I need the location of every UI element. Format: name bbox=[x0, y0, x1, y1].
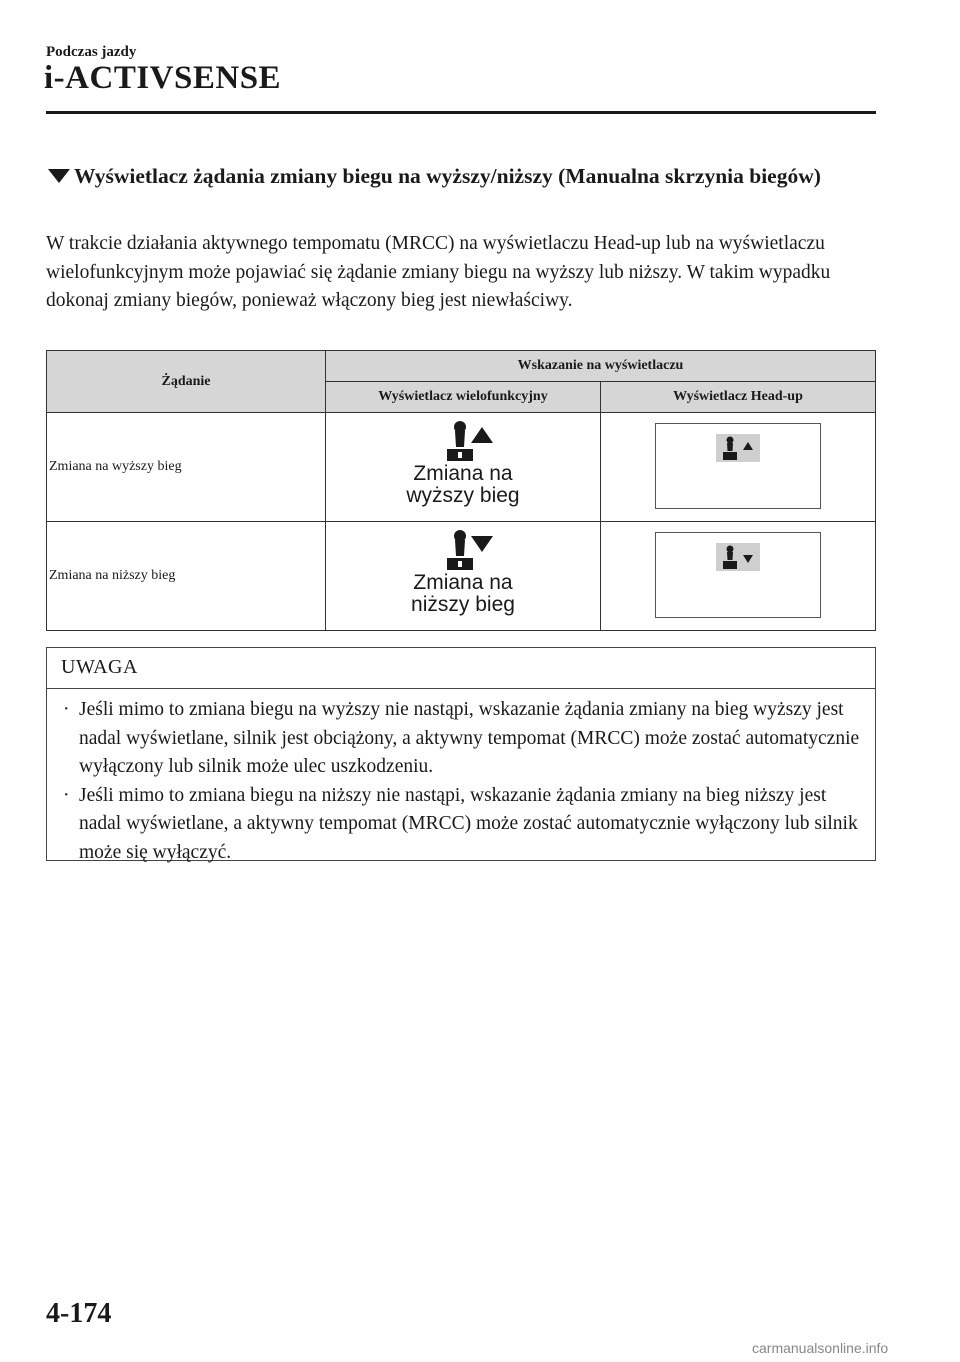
note-title: UWAGA bbox=[61, 656, 138, 678]
triangle-bullet-icon bbox=[48, 169, 70, 183]
note-box bbox=[46, 647, 876, 861]
section-header: Podczas jazdy bbox=[46, 44, 137, 60]
multi-text-line1: Zmiana na bbox=[413, 571, 513, 594]
gear-shift-up-icon bbox=[441, 421, 493, 461]
header-multi-display: Wyświetlacz wielofunkcyjny bbox=[326, 382, 601, 413]
chapter-title: i-ACTIVSENSE bbox=[44, 60, 282, 96]
header-display: Wskazanie na wyświetlaczu bbox=[326, 351, 876, 382]
intro-paragraph: W trakcie działania aktywnego tempomatu (MRCC) na wyświetlaczu Head-up lub na wyświetlaczu wielofunkcyjnym może pojawiać się żądanie zmiany biegu na wyższy lub niższy. W takim wypadku dokonaj zmiany biegów, ponieważ włączony bieg jest niewłaściwy. bbox=[46, 233, 831, 311]
multi-display-downshift bbox=[326, 522, 601, 631]
hud-gear-up-icon bbox=[716, 434, 760, 462]
note-list bbox=[61, 696, 861, 867]
multi-text-line1: Zmiana na bbox=[413, 462, 513, 485]
hud-screen bbox=[655, 423, 821, 509]
hud-screen bbox=[655, 532, 821, 618]
header-rule bbox=[46, 111, 876, 114]
table-row bbox=[47, 522, 876, 631]
header-request: Żądanie bbox=[47, 351, 326, 413]
bullet-dot-icon: · bbox=[63, 699, 70, 720]
multi-text-line2: wyższy bieg bbox=[406, 484, 520, 507]
multi-text-line2: niższy bieg bbox=[411, 593, 515, 616]
hud-display-downshift bbox=[601, 522, 876, 631]
gear-request-table bbox=[46, 350, 876, 631]
page-number: 4-174 bbox=[46, 1298, 112, 1329]
bullet-dot-icon: · bbox=[63, 784, 70, 806]
hud-display-upshift bbox=[601, 413, 876, 522]
row-label-downshift: Zmiana na niższy bieg bbox=[47, 522, 326, 631]
note-item-text: Jeśli mimo to zmiana biegu na niższy nie nastąpi, wskazanie żądania zmiany na bieg niższy jest nadal wyświetlane, a aktywny tempomat (MRCC) może zostać automatycznie wyłączony lub silnik może się wyłączyć. bbox=[79, 784, 858, 863]
list-item bbox=[61, 696, 861, 782]
hud-gear-down-icon bbox=[716, 543, 760, 571]
header-hud-display: Wyświetlacz Head-up bbox=[601, 382, 876, 413]
gear-shift-down-icon bbox=[441, 530, 493, 570]
note-divider bbox=[47, 688, 875, 689]
list-item bbox=[61, 782, 861, 868]
section-title bbox=[48, 162, 848, 191]
watermark: carmanualsonline.info bbox=[752, 1340, 889, 1356]
multi-display-upshift bbox=[326, 413, 601, 522]
table-row bbox=[47, 413, 876, 522]
note-item-text: Jeśli mimo to zmiana biegu na wyższy nie nastąpi, wskazanie żądania zmiany na bieg wyższy jest nadal wyświetlane, silnik jest obciążony, a aktywny tempomat (MRCC) może zostać automatycznie wyłączony lub silnik może ulec uszkodzeniu. bbox=[79, 699, 860, 777]
row-label-upshift: Zmiana na wyższy bieg bbox=[47, 413, 326, 522]
section-title-text: Wyświetlacz żądania zmiany biegu na wyższy/niższy (Manualna skrzynia biegów) bbox=[74, 164, 821, 188]
